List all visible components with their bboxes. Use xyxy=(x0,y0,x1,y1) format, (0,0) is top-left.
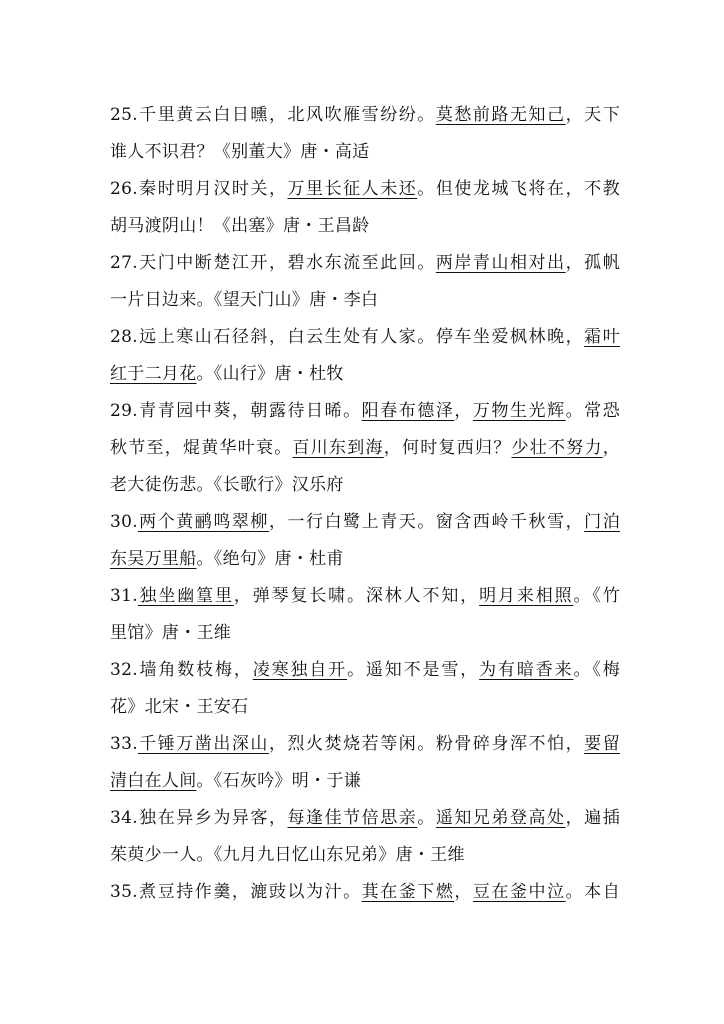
poem-number: 27. xyxy=(110,253,138,273)
poem-line xyxy=(110,652,620,689)
poem-line xyxy=(110,245,620,282)
verse-text: 。 xyxy=(417,808,436,828)
verse-text: 。遥知不是雪， xyxy=(347,660,480,680)
underlined-verse: 万物生光辉 xyxy=(472,401,566,421)
poem-entry xyxy=(110,578,620,652)
underlined-verse: 遥知兄弟登高处 xyxy=(435,808,566,828)
poem-line xyxy=(110,504,620,541)
verse-text: 。常恐 xyxy=(565,401,620,421)
verse-text: 花》北宋・王安石 xyxy=(110,697,249,717)
underlined-verse: 百川东到海 xyxy=(292,438,384,458)
verse-text: ，遍插 xyxy=(565,808,620,828)
poem-number: 30. xyxy=(110,512,138,532)
poem-line xyxy=(110,171,620,208)
poem-line xyxy=(110,393,620,430)
verse-text: ，弹琴复长啸。深林人不知， xyxy=(233,586,480,606)
poem-line xyxy=(110,837,620,874)
verse-text: ， xyxy=(454,882,473,902)
verse-text: 。《绝句》唐・杜甫 xyxy=(196,549,344,569)
underlined-verse: 门泊 xyxy=(584,512,620,532)
underlined-verse: 要留 xyxy=(584,734,620,754)
underlined-verse: 两个黄鹂鸣翠柳 xyxy=(137,512,269,532)
poem-entry xyxy=(110,800,620,874)
verse-text: ，孤帆 xyxy=(565,253,620,273)
underlined-verse: 阳春布德泽 xyxy=(361,401,455,421)
verse-text: ，烈火焚烧若等闲。粉骨碎身浑不怕， xyxy=(268,734,585,754)
verse-text: 墙角数枝梅， xyxy=(137,660,253,680)
poem-number: 29. xyxy=(110,401,138,421)
underlined-verse: 万里长征人未还 xyxy=(287,179,418,199)
poem-entry xyxy=(110,171,620,245)
verse-text: 胡马渡阴山！《出塞》唐・王昌龄 xyxy=(110,216,370,236)
poem-number: 31. xyxy=(110,586,138,606)
poem-number: 33. xyxy=(110,734,138,754)
verse-text: 独在异乡为异客， xyxy=(137,808,288,828)
poem-entry xyxy=(110,504,620,578)
underlined-verse: 少壮不努力 xyxy=(511,438,603,458)
poem-entry xyxy=(110,319,620,393)
verse-text: ， xyxy=(602,438,621,458)
poem-line xyxy=(110,726,620,763)
poem-number: 35. xyxy=(110,882,138,902)
verse-text: 谁人不识君？《别董大》唐・高适 xyxy=(110,142,370,162)
verse-text: 老大徒伤悲。《长歌行》汉乐府 xyxy=(110,475,344,495)
underlined-verse: 每逢佳节倍思亲 xyxy=(287,808,418,828)
verse-text: 一片日边来。《望天门山》唐・李白 xyxy=(110,290,379,310)
poem-entry xyxy=(110,652,620,726)
verse-text: 远上寒山石径斜，白云生处有人家。停车坐爱枫林晚， xyxy=(137,327,585,347)
underlined-verse: 为有暗香来 xyxy=(479,660,574,680)
poem-line xyxy=(110,282,620,319)
poem-line xyxy=(110,578,620,615)
verse-text: 。《山行》唐・杜牧 xyxy=(196,364,344,384)
poem-number: 25. xyxy=(110,105,138,125)
poem-list xyxy=(110,97,620,911)
poem-number: 32. xyxy=(110,660,138,680)
verse-text: 秦时明月汉时关， xyxy=(137,179,288,199)
poem-line xyxy=(110,467,620,504)
underlined-verse: 豆在釜中泣 xyxy=(472,882,566,902)
poem-entry xyxy=(110,245,620,319)
poem-number: 34. xyxy=(110,808,138,828)
underlined-verse: 清白在人间 xyxy=(110,771,197,791)
poem-line xyxy=(110,208,620,245)
poem-line xyxy=(110,356,620,393)
verse-text: 天门中断楚江开，碧水东流至此回。 xyxy=(137,253,436,273)
underlined-verse: 千锤万凿出深山 xyxy=(137,734,269,754)
poem-line xyxy=(110,541,620,578)
verse-text: ，何时复西归？ xyxy=(383,438,512,458)
verse-text: 里馆》唐・王维 xyxy=(110,623,232,643)
underlined-verse: 明月来相照 xyxy=(479,586,574,606)
poem-line xyxy=(110,763,620,800)
underlined-verse: 红于二月花 xyxy=(110,364,197,384)
verse-text: 。《梅 xyxy=(573,660,621,680)
verse-text: 青青园中葵，朝露待日晞。 xyxy=(137,401,362,421)
underlined-verse: 凌寒独自开 xyxy=(252,660,348,680)
poem-entry xyxy=(110,726,620,800)
underlined-verse: 东吴万里船 xyxy=(110,549,197,569)
verse-text: 。《石灰吟》明・于谦 xyxy=(196,771,361,791)
poem-entry xyxy=(110,874,620,911)
underlined-verse: 莫愁前路无知己 xyxy=(435,105,566,125)
poem-line xyxy=(110,134,620,171)
verse-text: 。《竹 xyxy=(573,586,621,606)
verse-text: 。本自 xyxy=(565,882,620,902)
underlined-verse: 萁在釜下燃 xyxy=(361,882,455,902)
poem-line xyxy=(110,319,620,356)
underlined-verse: 霜叶 xyxy=(584,327,620,347)
poem-line xyxy=(110,689,620,726)
poem-line xyxy=(110,430,620,467)
underlined-verse: 独坐幽篁里 xyxy=(137,586,234,606)
poem-number: 26. xyxy=(110,179,138,199)
poem-line xyxy=(110,800,620,837)
verse-text: 煮豆持作羹，漉豉以为汁。 xyxy=(137,882,362,902)
verse-text: ，一行白鹭上青天。窗含西岭千秋雪， xyxy=(268,512,585,532)
poem-line xyxy=(110,874,620,911)
poem-line xyxy=(110,97,620,134)
verse-text: 茱萸少一人。《九月九日忆山东兄弟》唐・王维 xyxy=(110,845,465,865)
verse-text: ，天下 xyxy=(565,105,620,125)
underlined-verse: 两岸青山相对出 xyxy=(435,253,566,273)
verse-text: ， xyxy=(454,401,473,421)
poem-entry xyxy=(110,393,620,504)
poem-line xyxy=(110,615,620,652)
verse-text: 千里黄云白日曛，北风吹雁雪纷纷。 xyxy=(137,105,436,125)
poem-entry xyxy=(110,97,620,171)
verse-text: 。但使龙城飞将在，不教 xyxy=(417,179,620,199)
verse-text: 秋节至，焜黄华叶衰。 xyxy=(110,438,293,458)
poem-number: 28. xyxy=(110,327,138,347)
